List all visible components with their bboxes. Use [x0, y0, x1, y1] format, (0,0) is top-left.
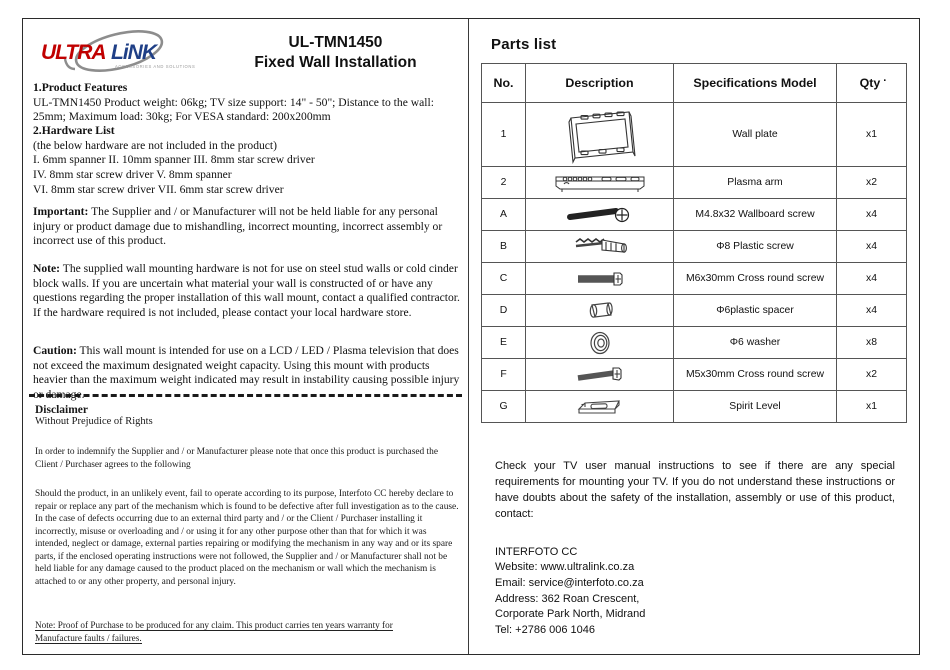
part-qty: x4 — [837, 263, 907, 295]
disclaimer-subheading: Without Prejudice of Rights — [35, 416, 153, 427]
part-no: G — [482, 391, 526, 423]
part-qty: x4 — [837, 199, 907, 231]
product-model: UL-TMN1450 — [288, 34, 383, 51]
part-no: F — [482, 359, 526, 391]
part-spec: Φ6plastic spacer — [674, 295, 837, 327]
contact-website: Website: www.ultralink.co.za — [495, 561, 635, 574]
table-header-row — [482, 64, 907, 103]
document-title — [213, 33, 458, 73]
hardware-list-section — [33, 124, 461, 198]
table-row — [482, 231, 907, 263]
part-spec: Φ8 Plastic screw — [674, 231, 837, 263]
column-header-specifications: Specifications Model — [674, 64, 837, 103]
note-label: Note: — [33, 262, 61, 275]
column-header-no: No. — [482, 64, 526, 103]
note-notice — [33, 262, 461, 321]
important-body: The Supplier and / or Manufacturer will not be held liable for any personal injury or product damage due to mishandling, incorrect mounting, incorrect assembly or incorrect use of this product. — [33, 205, 443, 248]
hardware-list-note: (the below hardware are not included in the product) — [33, 138, 278, 152]
part-no: A — [482, 199, 526, 231]
part-no: D — [482, 295, 526, 327]
disclaimer-section — [35, 404, 459, 427]
hardware-line-1: I. 6mm spanner II. 10mm spanner III. 8mm star screw driver — [33, 153, 315, 167]
part-spec: Plasma arm — [674, 167, 837, 199]
disclaimer-paragraph-2: Should the product, in an unlikely event, fail to operate according to its purpose, Interfoto CC hereby declare to repair or replace any part of the mechanism which is found to be defective after full investigation as to the cause. In the case of defects occurring due to an external third party and / or the Client / Purchaser installing it incorrectly, misuse or overloading and / or using it for any other purpose other than that for which it was intended, neglect or damage, external parties repairing or modifying the mechanism in any way and or its spare parts, if the enclosed operating instructions were not followed, the Supplier and / or Manufacturer shall not be held liable for any damage caused to the product placed on the mechanism or wall which the mechanism is attached to or any other property, and personal injury. — [35, 489, 459, 587]
important-label: Important: — [33, 205, 89, 218]
cross-round-screw-icon — [526, 263, 674, 295]
table-row — [482, 359, 907, 391]
washer-icon — [526, 327, 674, 359]
qty-superscript-dot: . — [883, 72, 887, 84]
wallboard-screw-icon — [526, 199, 674, 231]
svg-text:ACCESSORIES AND SOLUTIONS: ACCESSORIES AND SOLUTIONS — [115, 64, 196, 69]
part-qty: x1 — [837, 391, 907, 423]
contact-email: Email: service@interfoto.co.za — [495, 576, 644, 589]
contact-company: INTERFOTO CC — [495, 545, 578, 558]
part-qty: x1 — [837, 103, 907, 167]
hardware-line-2: IV. 8mm star screw driver V. 8mm spanner — [33, 168, 232, 182]
caution-label: Caution: — [33, 344, 77, 357]
plasma-arm-icon — [526, 167, 674, 199]
part-no: C — [482, 263, 526, 295]
svg-text:LiNK: LiNK — [111, 41, 156, 64]
disclaimer-note-line-2: Manufacture faults / failures. — [35, 633, 142, 644]
part-qty: x4 — [837, 231, 907, 263]
important-notice — [33, 205, 461, 249]
contact-details — [495, 545, 895, 639]
contact-address-line-1: Address: 362 Roan Crescent, — [495, 592, 640, 605]
parts-list-table — [481, 63, 907, 423]
svg-text:ULTRA: ULTRA — [41, 41, 106, 64]
wall-plate-icon — [526, 103, 674, 167]
table-row — [482, 263, 907, 295]
dashed-separator — [29, 394, 462, 397]
disclaimer-note — [35, 619, 459, 646]
disclaimer-heading: Disclaimer — [35, 404, 89, 416]
table-row — [482, 167, 907, 199]
part-spec: M4.8x32 Wallboard screw — [674, 199, 837, 231]
part-spec: M6x30mm Cross round screw — [674, 263, 837, 295]
spirit-level-icon — [526, 391, 674, 423]
cross-round-screw-icon — [526, 359, 674, 391]
hardware-list-heading: 2.Hardware List — [33, 124, 115, 137]
table-row — [482, 295, 907, 327]
table-row — [482, 199, 907, 231]
note-body: The supplied wall mounting hardware is not for use on steel stud walls or cold cinder block walls. If you are uncertain what material your wall is constructed of or have any questions regarding the proper installation of this wall mount, contact a qualified contractor. If the hardware required is not included, please contact your local hardware store. — [33, 262, 460, 320]
part-no: 1 — [482, 103, 526, 167]
contact-tel: Tel: +2786 006 1046 — [495, 623, 596, 636]
disclaimer-note-line-1: Note: Proof of Purchase to be produced for any claim. This product carries ten years warranty for — [35, 620, 393, 630]
part-spec: Φ6 washer — [674, 327, 837, 359]
product-subtitle: Fixed Wall Installation — [254, 53, 417, 71]
part-spec: Wall plate — [674, 103, 837, 167]
plastic-spacer-icon — [526, 295, 674, 327]
product-features-section — [33, 81, 461, 125]
parts-list-title: Parts list — [491, 36, 557, 53]
column-header-description: Description — [526, 64, 674, 103]
left-column — [23, 19, 468, 654]
table-row — [482, 327, 907, 359]
column-header-qty — [837, 64, 907, 103]
right-column — [469, 19, 921, 654]
column-header-qty-label: Qty — [859, 76, 881, 90]
contact-address-line-2: Corporate Park North, Midrand — [495, 608, 646, 621]
disclaimer-paragraph-1: In order to indemnify the Supplier and / or Manufacturer please note that once this product is purchased the Client / Purchaser agrees to the following — [35, 447, 439, 470]
product-features-body: UL-TMN1450 Product weight: 06kg; TV size support: 14" - 50"; Distance to the wall: 25mm; Maximum load: 30kg; For VESA standard: 200x200mm — [33, 95, 434, 124]
contact-section — [495, 459, 895, 638]
part-spec: M5x30mm Cross round screw — [674, 359, 837, 391]
plastic-screw-icon — [526, 231, 674, 263]
part-qty: x8 — [837, 327, 907, 359]
part-no: B — [482, 231, 526, 263]
hardware-line-3: VI. 8mm star screw driver VII. 6mm star screw driver — [33, 182, 284, 196]
part-qty: x2 — [837, 167, 907, 199]
part-qty: x2 — [837, 359, 907, 391]
instruction-sheet — [22, 18, 920, 655]
tv-manual-notice: Check your TV user manual instructions to see if there are any special requirements for mounting your TV. If you do not understand these instructions or have doubts about the safety of the installation, assembly or use of this product, contact: — [495, 460, 895, 520]
part-no: 2 — [482, 167, 526, 199]
ultralink-logo — [35, 29, 205, 77]
part-qty: x4 — [837, 295, 907, 327]
product-features-heading: 1.Product Features — [33, 81, 128, 94]
caution-body: This wall mount is intended for use on a LCD / LED / Plasma television that does not exceed the maximum designated weight capacity. Using this mount with products heavier than the maximum weight indicated may result in instability causing possible injury or damage. — [33, 344, 460, 402]
part-no: E — [482, 327, 526, 359]
table-row — [482, 103, 907, 167]
table-row — [482, 391, 907, 423]
part-spec: Spirit Level — [674, 391, 837, 423]
